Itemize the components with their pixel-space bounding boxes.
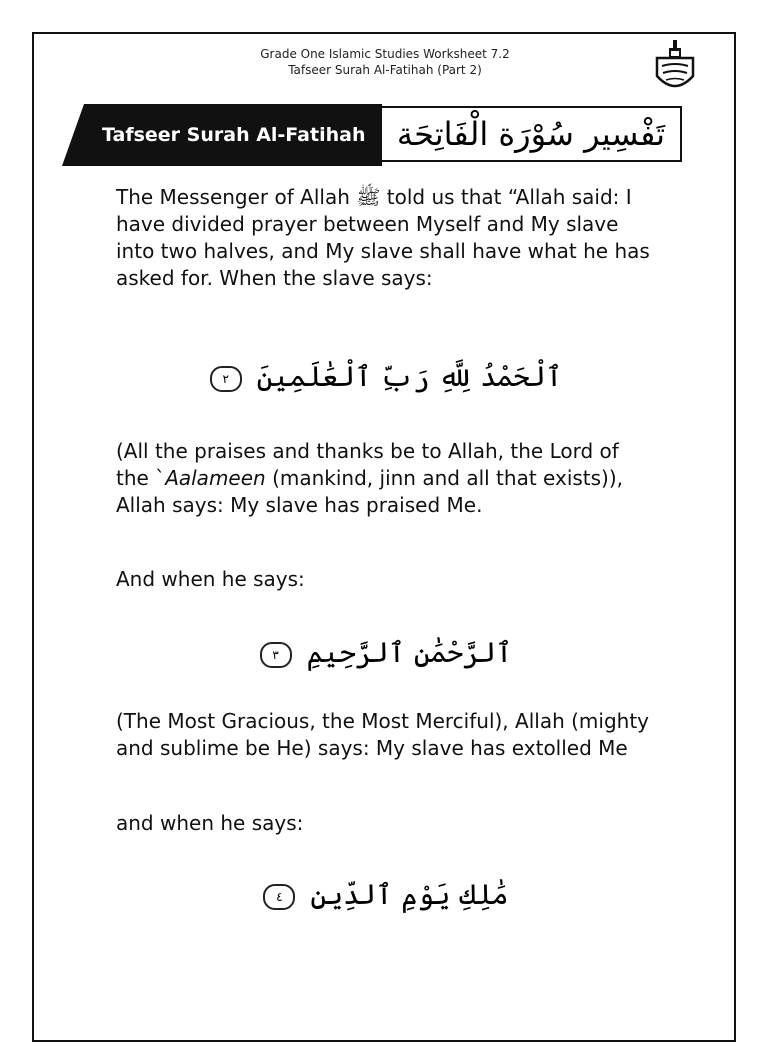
banner-title-english: Tafseer Surah Al-Fatihah [102, 124, 366, 146]
intro-paragraph: The Messenger of Allah ﷺ told us that “Allah said: I have divided prayer between Myself and My slave into two halves, and My slave shall have what he has asked for. When the slave says: [116, 185, 650, 290]
worksheet-subtitle: Tafseer Surah Al-Fatihah (Part 2) [288, 63, 482, 77]
verse-3 [116, 878, 656, 911]
banner-title-arabic: تَفْسِير سُوْرَة الْفَاتِحَة [396, 115, 666, 153]
section-banner [62, 104, 684, 166]
praise-paragraph [116, 438, 656, 519]
transition-text-2: and when he says: [116, 811, 304, 835]
verse-2 [116, 636, 656, 669]
verse-3-text: مَٰلِكِ يَوْمِ ٱلدِّينِ [310, 878, 509, 911]
gracious-paragraph: (The Most Gracious, the Most Merciful), Allah (mighty and sublime be He) says: My slave has extolled Me [116, 709, 649, 760]
aalameen-term: Aalameen [165, 466, 266, 490]
worksheet-header [190, 46, 580, 78]
praise-paragraph-end: (mankind, jinn and all that exists)), Allah says: My slave has praised Me. [116, 466, 624, 517]
worksheet-title: Grade One Islamic Studies Worksheet 7.2 [260, 47, 510, 61]
verse-2-text: ٱلرَّحْمَٰنِ ٱلرَّحِيمِ [306, 636, 513, 669]
ayah-number-icon: ٤ [263, 884, 295, 910]
ayah-number-icon: ٣ [260, 642, 292, 668]
praise-paragraph-start: (All the praises and thanks be to Allah, the Lord of the ` [116, 439, 619, 490]
verse-1 [116, 360, 656, 393]
verse-1-text: ٱلْحَمْدُ لِلَّهِ رَبِّ ٱلْعَٰلَمِينَ [256, 360, 563, 393]
banner-arabic-box [380, 106, 682, 162]
transition-text-1: And when he says: [116, 567, 305, 591]
school-crest-icon [652, 38, 698, 96]
ayah-number-icon: ٢ [210, 366, 242, 392]
